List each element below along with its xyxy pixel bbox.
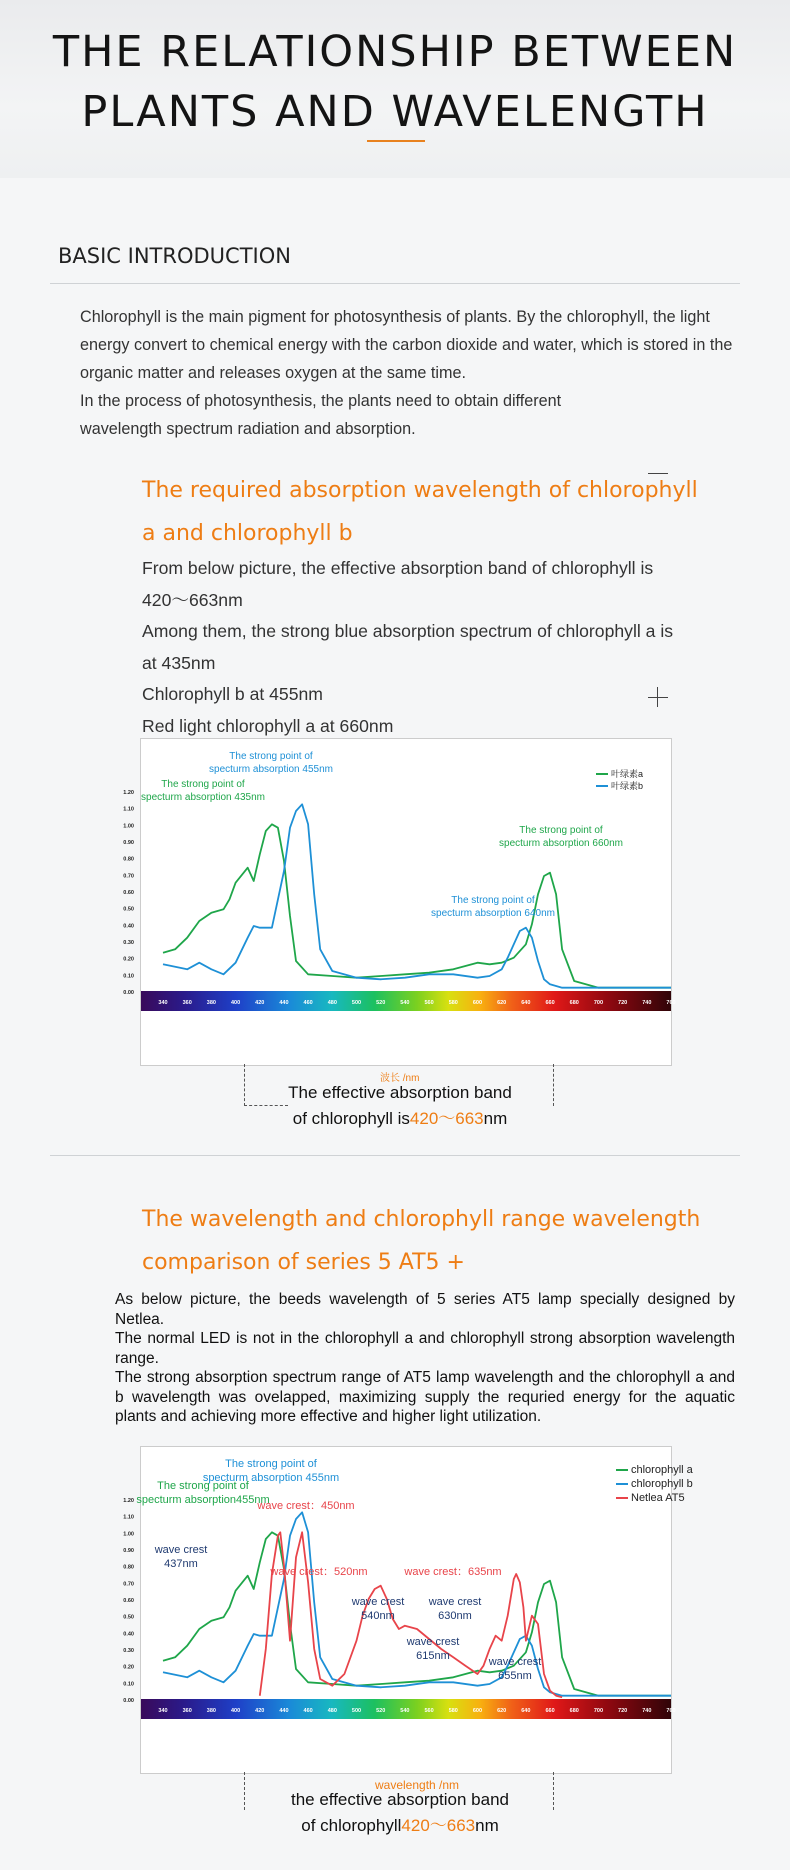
x-tick-label: 640	[521, 1000, 531, 1006]
x-tick-label: 560	[424, 1000, 434, 1006]
series-line	[163, 1512, 671, 1695]
title-line-2: PLANTS AND WAVELENGTH	[81, 87, 709, 137]
x-tick-label: 420	[255, 1708, 265, 1714]
annotation-text: specturm absorption 660nm	[499, 838, 623, 849]
section2-line: The strong absorption spectrum range of AT5 lamp wavelength and the chlorophyll a and b wavelength was ovelapped, maximizing supply the requried energy for the aquatic plants and achieving more effective and higher light utilization.	[115, 1369, 735, 1425]
annotation-text: 540nm	[361, 1610, 395, 1622]
comparison-chart-svg	[123, 1447, 693, 1773]
annotation-text: specturm absorption 455nm	[209, 764, 333, 775]
x-tick-label: 500	[351, 1708, 362, 1714]
section1-heading	[142, 469, 702, 555]
y-tick-label: 0.70	[123, 873, 134, 880]
annotation-text: The strong point of	[229, 751, 313, 762]
x-tick-label: 620	[497, 1708, 507, 1714]
y-tick-label: 0.40	[123, 923, 134, 930]
annotation-text: wave crest	[428, 1596, 482, 1608]
x-tick-label: 620	[497, 1000, 507, 1006]
intro-line: energy convert to chemical energy with the carbon dioxide and water, which is stored in the	[80, 336, 733, 354]
annotation-text: 437nm	[164, 1558, 198, 1570]
divider	[50, 283, 740, 284]
y-tick-label: 0.60	[123, 890, 134, 896]
x-tick-label: 340	[158, 1000, 168, 1006]
x-tick-label: 500	[351, 1000, 362, 1006]
x-tick-label: 560	[424, 1708, 434, 1714]
y-tick-label: 0.20	[123, 956, 134, 963]
caption-line-1: The effective absorption band	[288, 1083, 512, 1102]
x-tick-label: 760	[666, 1000, 676, 1006]
title-line-1: THE RELATIONSHIP BETWEEN	[52, 27, 738, 77]
x-tick-label: 520	[376, 1708, 386, 1714]
title-accent-line	[367, 140, 425, 142]
absorption-chart-svg	[123, 739, 676, 1065]
y-tick-label: 0.90	[123, 840, 134, 846]
intro-paragraph	[80, 303, 740, 443]
annotation-text: wave crest	[488, 1656, 542, 1668]
y-tick-label: 0.50	[123, 906, 134, 913]
annotation-text: The strong point of	[157, 1480, 249, 1492]
y-tick-label: 0.30	[123, 940, 134, 946]
x-tick-label: 480	[327, 1708, 337, 1714]
x-tick-label: 660	[545, 1000, 555, 1006]
section1-line: Chlorophyll b at 455nm	[142, 684, 323, 704]
x-tick-label: 380	[206, 1708, 216, 1714]
x-tick-label: 360	[182, 1000, 192, 1006]
y-tick-label: 0.80	[123, 856, 134, 863]
section1-line: Red light chlorophyll a at 660nm	[142, 715, 394, 736]
y-tick-label: 0.20	[123, 1664, 134, 1671]
x-tick-label: 400	[230, 1000, 241, 1006]
y-tick-label: 0.50	[123, 1614, 134, 1621]
legend-label: 叶绿素a	[611, 769, 644, 779]
annotation-text: 630nm	[438, 1610, 472, 1622]
annotation-text: specturm absorption 455nm	[202, 1472, 340, 1484]
x-tick-label: 720	[618, 1000, 628, 1006]
y-tick-label: 1.20	[123, 790, 134, 796]
intro-line: In the process of photosynthesis, the plants need to obtain different	[80, 392, 562, 410]
annotation-text: wave crest：635nm	[404, 1566, 502, 1578]
y-tick-label: 0.90	[123, 1548, 134, 1554]
section2-line: The normal LED is not in the chlorophyll a and chlorophyll strong absorption wavelength range.	[115, 1330, 735, 1367]
y-tick-label: 1.10	[123, 1514, 134, 1521]
caption-line-1: the effective absorption band	[290, 1790, 509, 1809]
x-tick-label: 420	[255, 1000, 265, 1006]
legend-label: chlorophyll a	[631, 1464, 693, 1476]
x-tick-label: 580	[448, 1000, 458, 1006]
section2-paragraph	[115, 1290, 735, 1427]
x-tick-label: 720	[618, 1708, 628, 1714]
x-tick-label: 440	[279, 1708, 289, 1714]
x-tick-label: 580	[448, 1708, 458, 1714]
y-tick-label: 0.70	[123, 1581, 134, 1588]
chart2-caption	[240, 1787, 560, 1839]
annotation-text: specturm absorption455nm	[136, 1494, 270, 1506]
annotation-text: The strong point of	[451, 895, 535, 906]
x-tick-label: 440	[279, 1000, 289, 1006]
section2-heading	[142, 1198, 702, 1284]
annotation-text: wave crest：450nm	[257, 1500, 355, 1512]
decor-mark	[648, 473, 668, 474]
section1-paragraph	[142, 553, 702, 742]
y-tick-label: 0.60	[123, 1598, 134, 1604]
absorption-chart	[123, 738, 676, 1066]
x-tick-label: 360	[182, 1708, 192, 1714]
chart2-xlabel: wavelength /nm	[375, 1778, 460, 1792]
caption-prefix: of chlorophyll is	[292, 1109, 410, 1128]
x-tick-label: 660	[545, 1708, 555, 1714]
x-tick-label: 680	[569, 1000, 579, 1006]
intro-line: organic matter and releases oxygen at the same time.	[80, 364, 467, 382]
y-tick-label: 0.10	[123, 1681, 134, 1688]
x-tick-label: 520	[376, 1000, 386, 1006]
caption-line-2	[240, 1106, 560, 1132]
x-tick-label: 460	[303, 1000, 313, 1006]
annotation-text: wave crest	[154, 1544, 208, 1556]
intro-line: Chlorophyll is the main pigment for photosynthesis of plants. By the chlorophyll, the light	[80, 308, 710, 326]
legend-label: 叶绿素b	[611, 781, 644, 791]
x-tick-label: 640	[521, 1708, 531, 1714]
x-tick-label: 700	[593, 1708, 604, 1714]
chart1-caption	[240, 1080, 560, 1132]
section1-heading-line-2: a and chlorophyll b	[142, 521, 353, 546]
y-tick-label: 0.00	[123, 1698, 134, 1704]
caption-suffix: nm	[475, 1816, 499, 1835]
x-tick-label: 400	[230, 1708, 241, 1714]
annotation-text: wave crest：520nm	[270, 1566, 368, 1578]
intro-line: wavelength spectrum radiation and absorption.	[80, 420, 416, 438]
x-tick-label: 740	[642, 1000, 652, 1006]
section1-line: at 435nm	[142, 652, 216, 673]
annotation-text: wave crest	[406, 1636, 460, 1648]
y-tick-label: 1.10	[123, 806, 134, 813]
y-tick-label: 1.00	[123, 1531, 134, 1538]
page-title	[0, 22, 790, 142]
caption-prefix: of chlorophyll	[301, 1816, 402, 1835]
x-tick-label: 600	[472, 1000, 483, 1006]
x-tick-label: 600	[472, 1708, 483, 1714]
annotation-text: wave crest	[351, 1596, 405, 1608]
caption-range: 420～663	[401, 1816, 476, 1835]
annotation-text: specturm absorption 640nm	[431, 908, 555, 919]
y-tick-label: 1.00	[123, 823, 134, 830]
x-tick-label: 480	[327, 1000, 337, 1006]
y-tick-label: 1.20	[123, 1498, 134, 1504]
x-tick-label: 740	[642, 1708, 652, 1714]
y-tick-label: 0.10	[123, 973, 134, 980]
x-tick-label: 760	[666, 1708, 676, 1714]
annotation-text: 655nm	[498, 1670, 532, 1682]
y-tick-label: 0.80	[123, 1564, 134, 1571]
series-line	[163, 1532, 671, 1695]
y-tick-label: 0.00	[123, 990, 134, 996]
x-tick-label: 700	[593, 1000, 604, 1006]
x-tick-label: 540	[400, 1708, 410, 1714]
section1-line: From below picture, the effective absorption band of chlorophyll is	[142, 558, 654, 578]
caption-range: 420～663	[409, 1109, 484, 1128]
x-tick-label: 460	[303, 1708, 313, 1714]
legend-label: Netlea AT5	[631, 1492, 685, 1504]
divider	[50, 1155, 740, 1156]
section2-line: As below picture, the beeds wavelength of 5 series AT5 lamp specially designed by Netlea.	[115, 1291, 735, 1328]
x-tick-label: 540	[400, 1000, 410, 1006]
legend-label: chlorophyll b	[631, 1478, 693, 1490]
section1-line: 420～663nm	[142, 589, 243, 610]
x-tick-label: 380	[206, 1000, 216, 1006]
caption-suffix: nm	[483, 1109, 508, 1128]
annotation-text: The strong point of	[161, 779, 245, 790]
section1-line: Among them, the strong blue absorption spectrum of chlorophyll a is	[142, 621, 674, 641]
chart1-xlabel: 波长 /nm	[380, 1073, 420, 1084]
annotation-text: 615nm	[416, 1650, 450, 1662]
annotation-text: specturm absorption 435nm	[141, 792, 265, 803]
annotation-text: The strong point of	[519, 825, 603, 836]
section2-heading-line-1: The wavelength and chlorophyll range wavelength	[142, 1207, 701, 1232]
y-tick-label: 0.30	[123, 1648, 134, 1654]
comparison-chart	[123, 1446, 693, 1774]
y-tick-label: 0.40	[123, 1631, 134, 1638]
x-tick-label: 680	[569, 1708, 579, 1714]
caption-line-2	[240, 1813, 560, 1839]
annotation-text: The strong point of	[225, 1458, 317, 1470]
x-tick-label: 340	[158, 1708, 168, 1714]
section1-heading-line-1: The required absorption wavelength of chlorophyll	[142, 478, 698, 503]
section2-heading-line-2: comparison of series 5 AT5 +	[142, 1250, 465, 1275]
section-heading-intro: BASIC INTRODUCTION	[58, 244, 291, 268]
